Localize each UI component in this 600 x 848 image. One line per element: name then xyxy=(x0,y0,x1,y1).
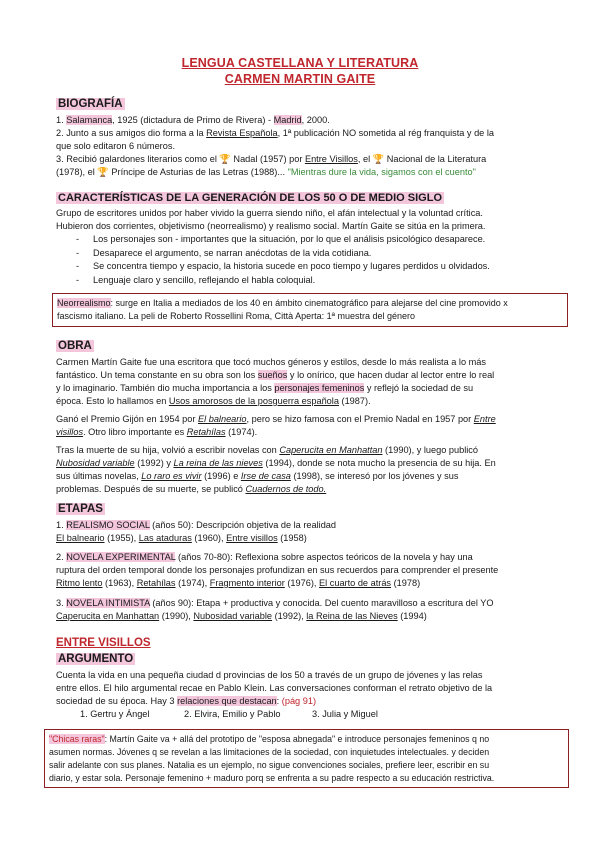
obra-line: visillos. Otro libro importante es Retahílas (1974). xyxy=(56,427,258,437)
bio-line-1: 1. Salamanca, 1925 (dictadura de Primo de Rivera) - Madrid, 2000. xyxy=(56,115,330,125)
document-subtitle: CARMEN MARTIN GAITE xyxy=(224,72,376,86)
obra-line: Carmen Martín Gaite fue una escritora que tocó muchos géneros y estilos, desde lo más realista a lo más xyxy=(56,357,486,367)
list-item: - Desaparece el argumento, se narran anécdotas de la vida cotidiana. xyxy=(76,247,490,261)
obra-line: Nubosidad variable (1992) y La reina de las nieves (1994), donde se nota mucho la presencia de su hija. En xyxy=(56,458,496,468)
etapa-3-works: Caperucita en Manhattan (1990), Nubosidad variable (1992), la Reina de las Nieves (1994) xyxy=(56,611,427,621)
obra-line: fantástico. Un tema constante en su obra son los sueños y lo onírico, que hacen dudar al lector entre lo real xyxy=(56,370,495,380)
bio-line-3: que solo editaron 6 números. xyxy=(56,141,176,151)
relacion-2: 2. Elvira, Emilio y Pablo xyxy=(184,709,281,719)
argumento-line: sociedad de su época. Hay 3 relaciones que destacan: (pág 91) xyxy=(56,696,317,706)
obra-line: problemas. Después de su muerte, se publicó Cuadernos de todo. xyxy=(56,484,327,494)
etapa-2: 2. NOVELA EXPERIMENTAL (años 70-80): Reflexiona sobre aspectos teóricos de la novela y hay una xyxy=(56,552,473,562)
gen-characteristics-list xyxy=(76,233,490,287)
argumento-heading: ARGUMENTO xyxy=(58,653,134,665)
document-title: LENGUA CASTELLANA Y LITERATURA xyxy=(181,56,419,70)
list-item: - Se concentra tiempo y espacio, la historia sucede en poco tiempo y lugares perdidos u olvidados. xyxy=(76,260,490,274)
neorrealismo-box xyxy=(52,293,568,327)
list-item: - Los personajes son - importantes que la situación, por lo que el análisis psicológico desaparece. xyxy=(76,233,490,247)
trophy-icon: 🏆 xyxy=(97,167,109,177)
chicas-line: diario, y estar sola. Personaje femenino + maduro porq se enfrenta a su padre respecto a su educación restrictiva. xyxy=(49,773,495,783)
bio-line-2: 2. Junto a sus amigos dio forma a la Revista Española, 1ª publicación NO sometida al rég franquista y de la xyxy=(56,128,494,138)
chicas-line: asumen normas. Jóvenes q se revelan a las limitaciones de la sociedad, con inquietudes intelectuales. y deciden xyxy=(49,747,490,757)
obra-line: sus últimas novelas, Lo raro es vivir (1996) e Irse de casa (1998), se interesó por los jóvenes y sus xyxy=(56,471,459,481)
gen-para-2: Hubieron dos corrientes, objetivismo (neorrealismo) y realismo social. Martín Gaite se sitúa en la primera. xyxy=(56,221,486,231)
neo-line-2: fascismo italiano. La peli de Roberto Rossellini Roma, Città Aperta: 1ª muestra del género xyxy=(57,311,416,321)
relacion-1: 1. Gertru y Ángel xyxy=(80,709,150,719)
entre-visillos-heading: ENTRE VISILLOS xyxy=(56,637,151,649)
obra-line: época. Esto lo hallamos en Usos amorosos de la posguerra española (1987). xyxy=(56,396,371,406)
generacion-heading: CARACTERÍSTICAS DE LA GENERACIÓN DE LOS 50 O DE MEDIO SIGLO xyxy=(58,192,443,204)
list-item: - Lenguaje claro y sencillo, reflejando el habla coloquial. xyxy=(76,274,490,288)
obra-line: Tras la muerte de su hija, volvió a escribir novelas con Caperucita en Manhattan (1990), y luego publicó xyxy=(56,445,479,455)
etapa-1-works: El balneario (1955), Las ataduras (1960), Entre visillos (1958) xyxy=(56,533,307,543)
chicas-raras-box xyxy=(44,729,569,788)
bio-line-5: (1978), el 🏆 Príncipe de Asturias de las Letras (1988)... "Mientras dure la vida, sigamos con el cuento" xyxy=(56,167,476,177)
etapa-3: 3. NOVELA INTIMISTA (años 90): Etapa + productiva y conocida. Del cuento maravilloso a escritura del YO xyxy=(56,598,494,608)
trophy-icon: 🏆 xyxy=(219,154,231,164)
obra-line: Ganó el Premio Gijón en 1954 por El balneario, pero se hizo famosa con el Premio Nadal en 1957 por Entre xyxy=(56,414,496,424)
obra-line: y lo imaginario. También dio mucha importancia a los personajes femeninos y reflejó la sociedad de su xyxy=(56,383,474,393)
trophy-icon: 🏆 xyxy=(372,154,385,164)
etapa-2-desc: ruptura del orden temporal donde los personajes profundizan en sus recuerdos para comprender el presente xyxy=(56,565,499,575)
gen-para-1: Grupo de escritores unidos por haber vivido la guerra siendo niño, el afán intelectual y la voluntad crítica. xyxy=(56,208,483,218)
bio-line-4: 3. Recibió galardones literarios como el 🏆 Nadal (1957) por Entre Visillos, el 🏆 Nacional de la Literatura xyxy=(56,154,487,164)
argumento-line: Cuenta la vida en una pequeña ciudad d provincias de los 50 a través de un grupo de jóvenes y las relas xyxy=(56,670,483,680)
etapa-1: 1. REALISMO SOCIAL (años 50): Descripción objetiva de la realidad xyxy=(56,520,337,530)
chicas-line: "Chicas raras": Martín Gaite va + allá del prototipo de "esposa abnegada" e introduce personajes femeninos q no xyxy=(49,734,490,744)
etapa-2-works: Ritmo lento (1963), Retahílas (1974), Fragmento interior (1976), El cuarto de atrás (1978) xyxy=(56,578,421,588)
obra-heading: OBRA xyxy=(58,340,92,352)
relacion-3: 3. Julia y Miguel xyxy=(312,709,378,719)
argumento-line: entre ellos. El hilo argumental recae en Pablo Klein. Las conversaciones conforman el retrato objetivo de la xyxy=(56,683,493,693)
etapas-heading: ETAPAS xyxy=(58,503,103,515)
chicas-line: salir adelante con sus planes. Natalia es un ejemplo, no sigue convenciones sociales, prefiere leer, escribir en su xyxy=(49,760,490,770)
biografia-heading: BIOGRAFÍA xyxy=(58,98,123,110)
neo-line-1: Neorrealismo: surge en Italia a mediados de los 40 en ámbito cinematográfico para alejarse del cine promovido x xyxy=(57,298,508,308)
